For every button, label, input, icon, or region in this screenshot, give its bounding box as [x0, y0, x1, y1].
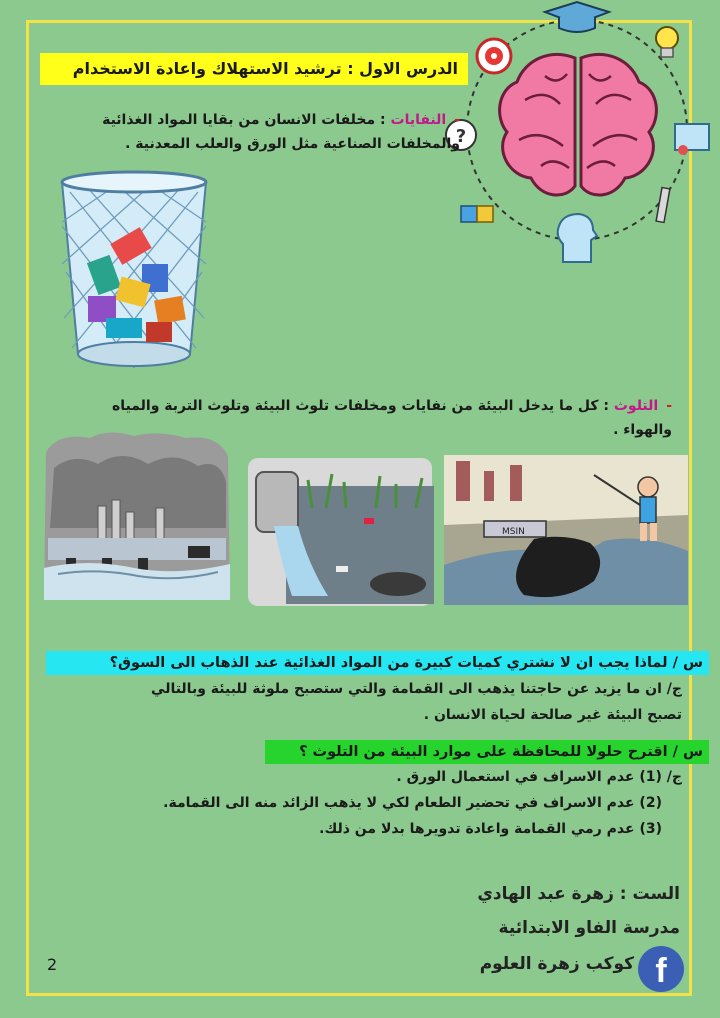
puzzle-icon [461, 206, 493, 222]
facebook-icon: f [638, 946, 684, 992]
svg-text:?: ? [455, 126, 467, 147]
answer1-line2: تصبح البيئة غير صالحة لحياة الانسان . [423, 707, 682, 723]
bullet-dash: - [666, 398, 672, 414]
trash-basket-illustration [58, 168, 210, 376]
pollution-term: التلوث [613, 398, 659, 414]
graduation-cap-icon [545, 2, 609, 32]
brain-icon [500, 54, 657, 195]
teacher-signature: الست : زهرة عبد الهادي [477, 884, 680, 904]
page-name: كوكب زهرة العلوم [479, 954, 634, 974]
answer2-line1: ج/ (1) عدم الاسراف في استعمال الورق . [396, 769, 682, 785]
school-name: مدرسة الفاو الابتدائية [498, 918, 680, 938]
certificate-icon [675, 124, 709, 155]
head-silhouette-icon [558, 214, 597, 262]
oil-spill-illustration [444, 455, 688, 605]
pollution-definition-line1: : كل ما يدخل البيئة من نفايات ومخلفات تلوث البيئة وتلوث التربة والمياه [112, 398, 614, 414]
air-pollution-illustration [38, 428, 234, 608]
water-pollution-illustration [246, 456, 434, 608]
pollution-definition-line2: والهواء . [613, 422, 672, 438]
waste-definition [60, 108, 460, 156]
answer2-line3: (3) عدم رمي القمامة واعادة تدويرها بدلا من ذلك. [319, 821, 662, 837]
waste-term: النفايات [390, 112, 447, 128]
lightbulb-icon [656, 27, 678, 57]
page-number: 2 [47, 955, 58, 974]
question2-text: س / اقترح حلولا للمحافظة على موارد البيئة من التلوث ؟ [265, 740, 709, 764]
pipe-label: MSIN [502, 527, 525, 537]
answer2-line2: (2) عدم الاسراف في تحضير الطعام لكي لا يذهب الزائد منه الى القمامة. [163, 795, 662, 811]
brain-illustration [445, 0, 710, 265]
target-icon [477, 39, 511, 73]
answer1 [60, 676, 682, 728]
bullet-dash: - [454, 112, 460, 128]
question1-text: س / لماذا يجب ان لا نشتري كميات كبيرة من المواد الغذائية عند الذهاب الى السوق؟ [46, 651, 709, 675]
waste-definition-line1: : مخلفات الانسان من بقايا المواد الغذائية [102, 112, 391, 128]
answer2 [130, 764, 682, 842]
answer1-line1: ج/ ان ما يزيد عن حاجتنا يذهب الى القمامة والتي ستصبح ملوثة للبيئة وبالتالي [151, 681, 682, 697]
lesson-title: الدرس الاول : ترشيد الاستهلاك واعادة الاستخدام [40, 53, 468, 85]
waste-definition-line2: والمخلفات الصناعية مثل الورق والعلب المعدنية . [125, 136, 460, 152]
